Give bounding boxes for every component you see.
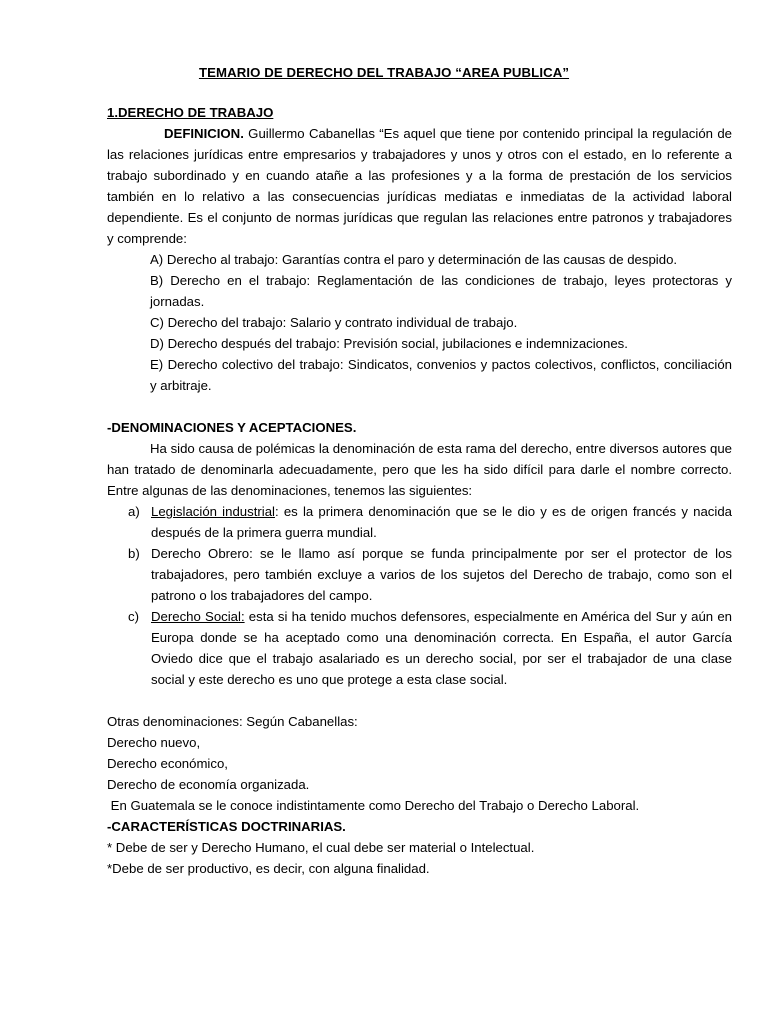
denominacion-line: Derecho nuevo,	[107, 735, 201, 750]
list-item	[107, 543, 732, 606]
document-body	[107, 102, 732, 879]
definition-label: DEFINICION.	[164, 126, 244, 141]
list-marker: b)	[128, 546, 140, 561]
list-item-label: Derecho Social:	[151, 609, 245, 624]
definition-item-a: A) Derecho al trabajo: Garantías contra el paro y determinación de las causas de despido.	[150, 252, 678, 267]
list-item-text: esta si ha tenido muchos defensores, especialmente en América del Sur y aún en Europa donde se ha aceptado como una denominación correcta. En España, el autor García Oviedo dice que el trabajo asalariado es un derecho social, por ser el trabajador de una clase social y este derecho es uno que protege a esta clase social.	[151, 609, 732, 687]
otras-denominaciones-line: Otras denominaciones: Según Cabanellas:	[107, 714, 358, 729]
caracteristica-line: * Debe de ser y Derecho Humano, el cual debe ser material o Intelectual.	[107, 840, 535, 855]
definition-paragraph	[107, 123, 732, 249]
list-marker: c)	[128, 609, 139, 624]
spacer	[107, 396, 732, 417]
definition-item-b: B) Derecho en el trabajo: Reglamentación de las condiciones de trabajo, leyes protectoras y jornadas.	[150, 273, 732, 309]
caracteristica-line: *Debe de ser productivo, es decir, con alguna finalidad.	[107, 861, 430, 876]
list-item-label: Legislación industrial	[151, 504, 275, 519]
spacer	[107, 690, 732, 711]
list-marker: a)	[128, 504, 140, 519]
definition-item-d: D) Derecho después del trabajo: Previsión social, jubilaciones e indemnizaciones.	[150, 336, 628, 351]
list-item	[107, 606, 732, 690]
definition-item-e: E) Derecho colectivo del trabajo: Sindicatos, convenios y pactos colectivos, conflictos, conciliación y arbitraje.	[150, 357, 732, 393]
list-item	[107, 501, 732, 543]
definition-text: Guillermo Cabanellas “Es aquel que tiene por contenido principal la regulación de las relaciones jurídicas entre empresarios y trabajadores y unos y otros con el estado, en lo referente a trabajo subordinado y en cuando atañe a las profesiones y a la forma de prestación de los servicios también en lo relativo a las consecuencias jurídicas mediatas e inmediatas de la actividad laboral dependiente. Es el conjunto de normas jurídicas que regulan las relaciones entre patronos y trabajadores y comprende:	[107, 126, 732, 246]
definition-item-c: C) Derecho del trabajo: Salario y contrato individual de trabajo.	[150, 315, 518, 330]
section-heading-derecho-trabajo: 1.DERECHO DE TRABAJO	[107, 105, 274, 120]
list-item-sep: :	[274, 504, 279, 519]
section-heading-denominaciones: -DENOMINACIONES Y ACEPTACIONES.	[107, 420, 357, 435]
denominacion-line: Derecho de economía organizada.	[107, 777, 310, 792]
denominaciones-list	[107, 501, 732, 690]
list-item-text: es la primera denominación que se le dio y es de origen francés y nacida después de la primera guerra mundial.	[151, 504, 732, 540]
denominaciones-intro: Ha sido causa de polémicas la denominación de esta rama del derecho, entre diversos autores que han tratado de denominarla adecuadamente, pero que les ha sido difícil para darle el nombre correcto. Entre algunas de las denominaciones, tenemos las siguientes:	[107, 441, 732, 498]
denominacion-line: Derecho económico,	[107, 756, 228, 771]
section-heading-caracteristicas: -CARACTERÍSTICAS DOCTRINARIAS.	[107, 819, 346, 834]
guatemala-line: En Guatemala se le conoce indistintamente como Derecho del Trabajo o Derecho Laboral.	[107, 798, 640, 813]
list-item-text: Derecho Obrero: se le llamo así porque se funda principalmente por ser el protector de los trabajadores, pero también excluye a varios de los sujetos del Derecho de trabajo, como son el patrono o los trabajadores del campo.	[151, 546, 732, 603]
document-title: TEMARIO DE DERECHO DEL TRABAJO “AREA PUBLICA”	[198, 65, 570, 80]
